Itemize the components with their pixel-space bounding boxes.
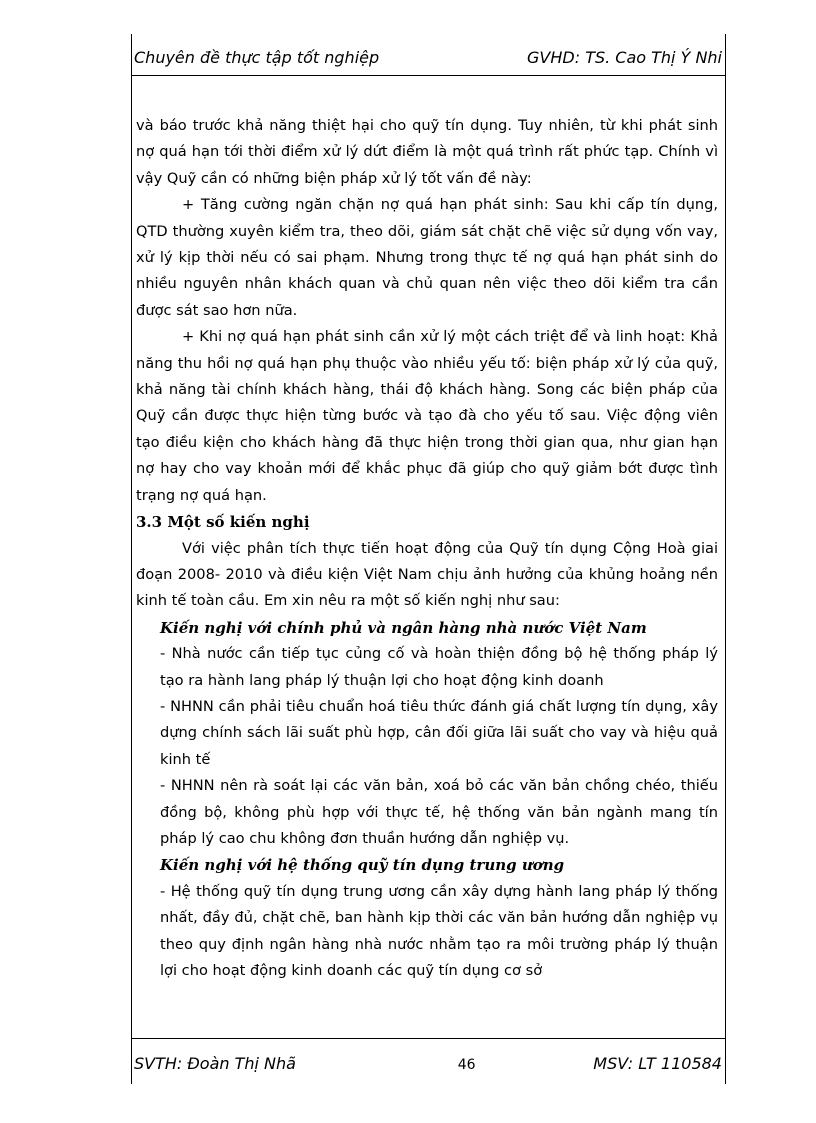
list-item: - NHNN nên rà soát lại các văn bản, xoá bỏ các văn bản chồng chéo, thiếu đồng bộ, không phù hợp với thực tế, hệ thống văn bản ngành mang tín pháp lý cao chu không đơn thuần hướng dẫn nghiệp vụ. (160, 777, 718, 847)
footer-rule (131, 1038, 725, 1039)
footer-student: SVTH: Đoàn Thị Nhã (134, 1054, 296, 1073)
subheading: Kiến nghị với chính phủ và ngân hàng nhà nước Việt Nam (160, 618, 647, 637)
list-item: - Hệ thống quỹ tín dụng trung ương cần xây dựng hành lang pháp lý thống nhất, đầy đủ, chặt chẽ, ban hành kịp thời các văn bản hướng dẫn nghiệp vụ theo quy định ngân hàng nhà nước nhằm tạo ra môi trường pháp lý thuận lợi cho hoạt động kinh doanh các quỹ tín dụng cơ sở (160, 882, 718, 979)
list-item: - Nhà nước cần tiếp tục củng cố và hoàn thiện đồng bộ hệ thống pháp lý tạo ra hành lang pháp lý thuận lợi cho hoạt động kinh doanh (160, 645, 718, 689)
page-header (134, 48, 722, 67)
header-advisor: GVHD: TS. Cao Thị Ý Nhi (527, 48, 722, 67)
paragraph: Với việc phân tích thực tiến hoạt động của Quỹ tín dụng Cộng Hoà giai đoạn 2008- 2010 và điều kiện Việt Nam chịu ảnh hưởng của khủng hoảng nền kinh tế toàn cầu. Em xin nêu ra một số kiến nghị như sau: (136, 539, 718, 610)
page-number: 46 (457, 1057, 476, 1073)
subheading: Kiến nghị với hệ thống quỹ tín dụng trung ương (160, 856, 565, 875)
header-title: Chuyên đề thực tập tốt nghiệp (134, 48, 380, 67)
footer-student-id: MSV: LT 110584 (593, 1054, 722, 1073)
paragraph: và báo trước khả năng thiệt hại cho quỹ tín dụng. Tuy nhiên, từ khi phát sinh nợ quá hạn tới thời điểm xử lý dứt điểm là một quá trình rất phức tạp. Chính vì vậy Quỹ cần có những biện pháp xử lý tốt vấn đề này: (136, 117, 718, 187)
header-rule (131, 75, 725, 76)
page-footer (134, 1054, 722, 1073)
paragraph: + Khi nợ quá hạn phát sinh cần xử lý một cách triệt để và linh hoạt: Khả năng thu hồi nợ quá hạn phụ thuộc vào nhiều yếu tố: biện pháp xử lý của quỹ, khả năng tài chính khách hàng, thái độ khách hàng. Song các biện pháp của Quỹ cần được thực hiện từng bước và tạo đà cho yếu tố sau. Việc động viên tạo điều kiện cho khách hàng đã thực hiện trong thời gian qua, như gian hạn nợ hay cho vay khoản mới để khắc phục đã giúp cho quỹ giảm bớt được tình trạng nợ quá hạn. (136, 328, 718, 504)
document-body (136, 113, 718, 984)
list-item: - NHNN cần phải tiêu chuẩn hoá tiêu thức đánh giá chất lượng tín dụng, xây dựng chính sách lãi suất phù hợp, cân đối giữa lãi suất cho vay và hiệu quả kinh tế (160, 697, 718, 768)
paragraph: + Tăng cường ngăn chặn nợ quá hạn phát sinh: Sau khi cấp tín dụng, QTD thường xuyên kiểm tra, theo dõi, giám sát chặt chẽ việc sử dụng vốn vay, xử lý kịp thời nếu có sai phạm. Nhưng trong thực tế nợ quá hạn phát sinh do nhiều nguyên nhân khách quan và chủ quan nên việc theo dõi kiểm tra cần được sát sao hơn nữa. (136, 196, 718, 319)
section-heading: 3.3 Một số kiến nghị (136, 513, 310, 532)
